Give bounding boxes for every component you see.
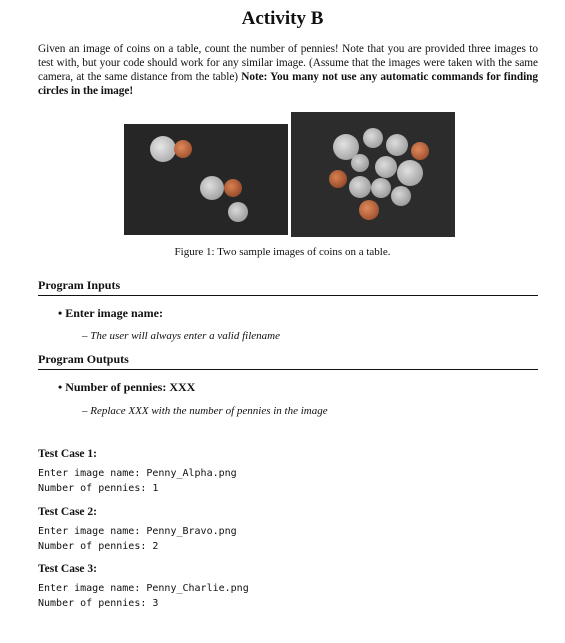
silver-coin xyxy=(375,156,397,178)
silver-coin xyxy=(371,178,391,198)
coin-photo-right xyxy=(291,112,455,237)
silver-coin xyxy=(351,154,369,172)
test-case-line: Number of pennies: 1 xyxy=(38,483,159,494)
penny-coin xyxy=(174,140,192,158)
coin-figure xyxy=(124,112,455,237)
inputs-bullet: • Enter image name: xyxy=(58,306,163,320)
figure-caption: Figure 1: Two sample images of coins on a table. xyxy=(174,246,391,258)
penny-coin xyxy=(411,142,429,160)
test-case-line: Enter image name: Penny_Charlie.png xyxy=(38,583,249,594)
silver-coin xyxy=(150,136,176,162)
outputs-bullet-text: Number of pennies: XXX xyxy=(65,380,196,394)
silver-coin xyxy=(386,134,408,156)
test-case-line: Enter image name: Penny_Alpha.png xyxy=(38,468,237,479)
outputs-sub-note: – Replace XXX with the number of pennies in the image xyxy=(82,405,328,417)
intro-paragraph xyxy=(38,42,538,98)
outputs-bullet: • Number of pennies: XXX xyxy=(58,380,196,394)
test-case-title: Test Case 3: xyxy=(38,563,97,575)
test-case-io xyxy=(38,581,249,611)
coin-photo-left xyxy=(124,124,288,235)
program-inputs-heading: Program Inputs xyxy=(38,278,538,296)
test-case-line: Number of pennies: 3 xyxy=(38,598,159,609)
test-case-line: Number of pennies: 2 xyxy=(38,541,159,552)
penny-coin xyxy=(359,200,379,220)
page-title: Activity B xyxy=(241,8,324,29)
silver-coin xyxy=(228,202,248,222)
inputs-bullet-text: Enter image name: xyxy=(65,306,163,320)
intro-note: Note: You many not use any automatic commands for finding circles in the image! xyxy=(38,71,538,97)
intro-text: Given an image of coins on a table, count the number of pennies! Note that you are provided three images to test with, but your code should work for any similar image. (Assume that the images were taken with the same camera, at the same distance from the table) xyxy=(38,43,538,83)
penny-coin xyxy=(329,170,347,188)
silver-coin xyxy=(349,176,371,198)
silver-coin xyxy=(391,186,411,206)
silver-coin xyxy=(397,160,423,186)
test-case-io xyxy=(38,466,237,496)
test-case-title: Test Case 1: xyxy=(38,448,97,460)
silver-coin xyxy=(200,176,224,200)
test-case-title: Test Case 2: xyxy=(38,506,97,518)
test-case-io xyxy=(38,524,237,554)
program-outputs-heading: Program Outputs xyxy=(38,352,538,370)
penny-coin xyxy=(224,179,242,197)
test-case-line: Enter image name: Penny_Bravo.png xyxy=(38,526,237,537)
inputs-sub-note: – The user will always enter a valid filename xyxy=(82,330,280,342)
silver-coin xyxy=(363,128,383,148)
